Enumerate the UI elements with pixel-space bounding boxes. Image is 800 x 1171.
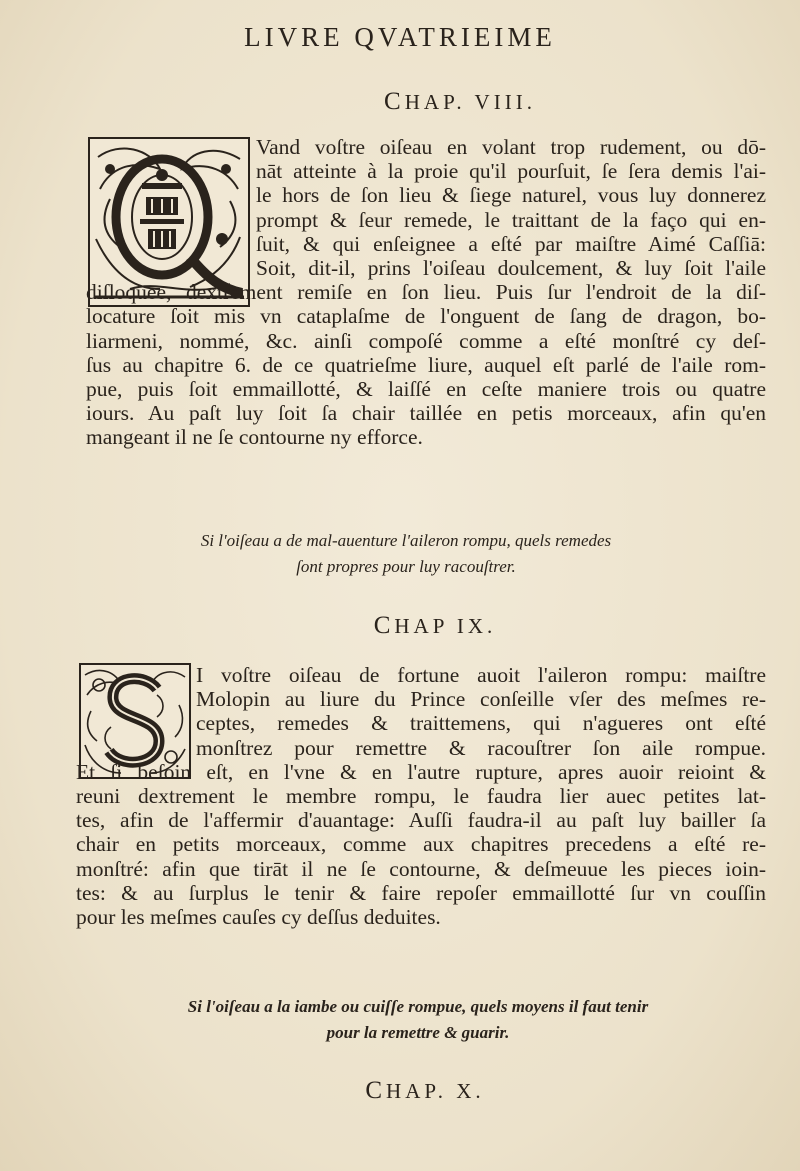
text-line: ceptes, remedes & traittemens, qui n'agueres ont eſté xyxy=(196,711,766,736)
rubric-line: Si l'oiſeau a de mal-auenture l'aileron rompu, quels remedes xyxy=(200,531,612,550)
text-line: liarmeni, nommé, &c. ainſi compoſé comme a eſté monſtré cy deſ- xyxy=(86,328,766,353)
chapter-10-rubric xyxy=(18,994,800,1046)
text-line: prompt & ſeur remede, le traittant de la faço qui en- xyxy=(256,207,766,232)
text-line: I voſtre oiſeau de fortune auoit l'aileron rompu: maiſtre xyxy=(196,663,766,687)
text-line: Et ſi beſoin eſt, en l'vne & en l'autre rupture, apres auoir reioint & xyxy=(76,759,766,784)
text-line: le hors de ſon lieu & ſiege naturel, vous luy donnerez xyxy=(256,183,766,208)
text-line: Vand voſtre oiſeau en volant trop rudement, ou dō- xyxy=(256,135,766,159)
chapter-8-text xyxy=(86,135,766,450)
text-line: Soit, dit-il, prins l'oiſeau doulcement, & luy ſoit l'aile xyxy=(256,256,766,281)
text-line: monſtré: afin que tirāt il ne ſe contourne, & deſmeuue les pieces ioin- xyxy=(76,856,766,881)
chapter-8-heading-word: HAP. xyxy=(404,90,466,114)
chapter-10-number: X. xyxy=(456,1079,485,1103)
rubric-line: ſont propres pour luy racouſtrer. xyxy=(296,557,516,576)
chapter-8-heading-initial: C xyxy=(384,88,405,115)
chapter-9-number: IX. xyxy=(456,614,497,638)
chapter-10-heading xyxy=(25,1077,800,1105)
text-line: chair en petits morceaux, comme aux chapitres precedens a eſté re- xyxy=(76,832,766,857)
running-head: LIVRE QVATRIEIME xyxy=(244,22,556,52)
chapter-9-heading-initial: C xyxy=(373,612,395,639)
rubric-line: Si l'oiſeau a la iambe ou cuiſſe rompue, quels moyens il faut tenir xyxy=(187,997,649,1016)
text-line: ſus au chapitre 6. de ce quatrieſme liure, auquel eſt parlé de l'aile rom- xyxy=(86,352,766,377)
chapter-8-number: VIII. xyxy=(474,90,536,114)
text-line: nāt atteinte à la proie qu'il pourſuit, ſe ſera demis l'ai- xyxy=(256,159,766,184)
chapter-8-heading xyxy=(60,88,800,116)
chapter-9-text xyxy=(76,663,766,929)
text-line: reuni dextrement le membre rompu, le faudra lier auec petites lat- xyxy=(76,784,766,809)
text-line: monſtrez pour remettre & racouſtrer ſon aile rompue. xyxy=(196,735,766,760)
chapter-9-rubric xyxy=(6,528,800,580)
text-line: Molopin au liure du Prince conſeille vſer des meſmes re- xyxy=(196,687,766,712)
text-line: locature ſoit mis vn cataplaſme de l'onguent de ſang de dragon, bo- xyxy=(86,304,766,329)
text-line: ſuit, & qui enſeignee a eſté par maiſtre Aimé Caſſiā: xyxy=(256,231,766,256)
chapter-9-heading-word: HAP xyxy=(394,614,448,638)
rubric-line: pour la remettre & guarir. xyxy=(326,1023,510,1042)
text-line: tes, afin de l'affermir d'auantage: Auſſi faudra-il au paſt luy bailler ſa xyxy=(76,808,766,833)
text-line: iours. Au paſt luy ſoit ſa chair taillée en petis morceaux, afin qu'en xyxy=(86,401,766,426)
text-line: pour les meſmes cauſes cy deſſus deduites. xyxy=(76,905,441,930)
text-line: mangeant il ne ſe contourne ny efforce. xyxy=(86,425,423,450)
chapter-10-heading-initial: C xyxy=(365,1077,387,1104)
chapter-10-heading-word: HAP. xyxy=(386,1079,447,1103)
text-line: diſloquee, dextrement remiſe en ſon lieu. Puis ſur l'endroit de la diſ- xyxy=(86,280,766,305)
text-line: tes: & au ſurplus le tenir & faire repoſer emmaillotté ſur vn couſſin xyxy=(76,880,766,905)
chapter-9-heading xyxy=(35,612,800,640)
text-line: pue, puis ſoit emmaillotté, & laiſſé en ceſte maniere trois ou quatre xyxy=(86,377,766,402)
